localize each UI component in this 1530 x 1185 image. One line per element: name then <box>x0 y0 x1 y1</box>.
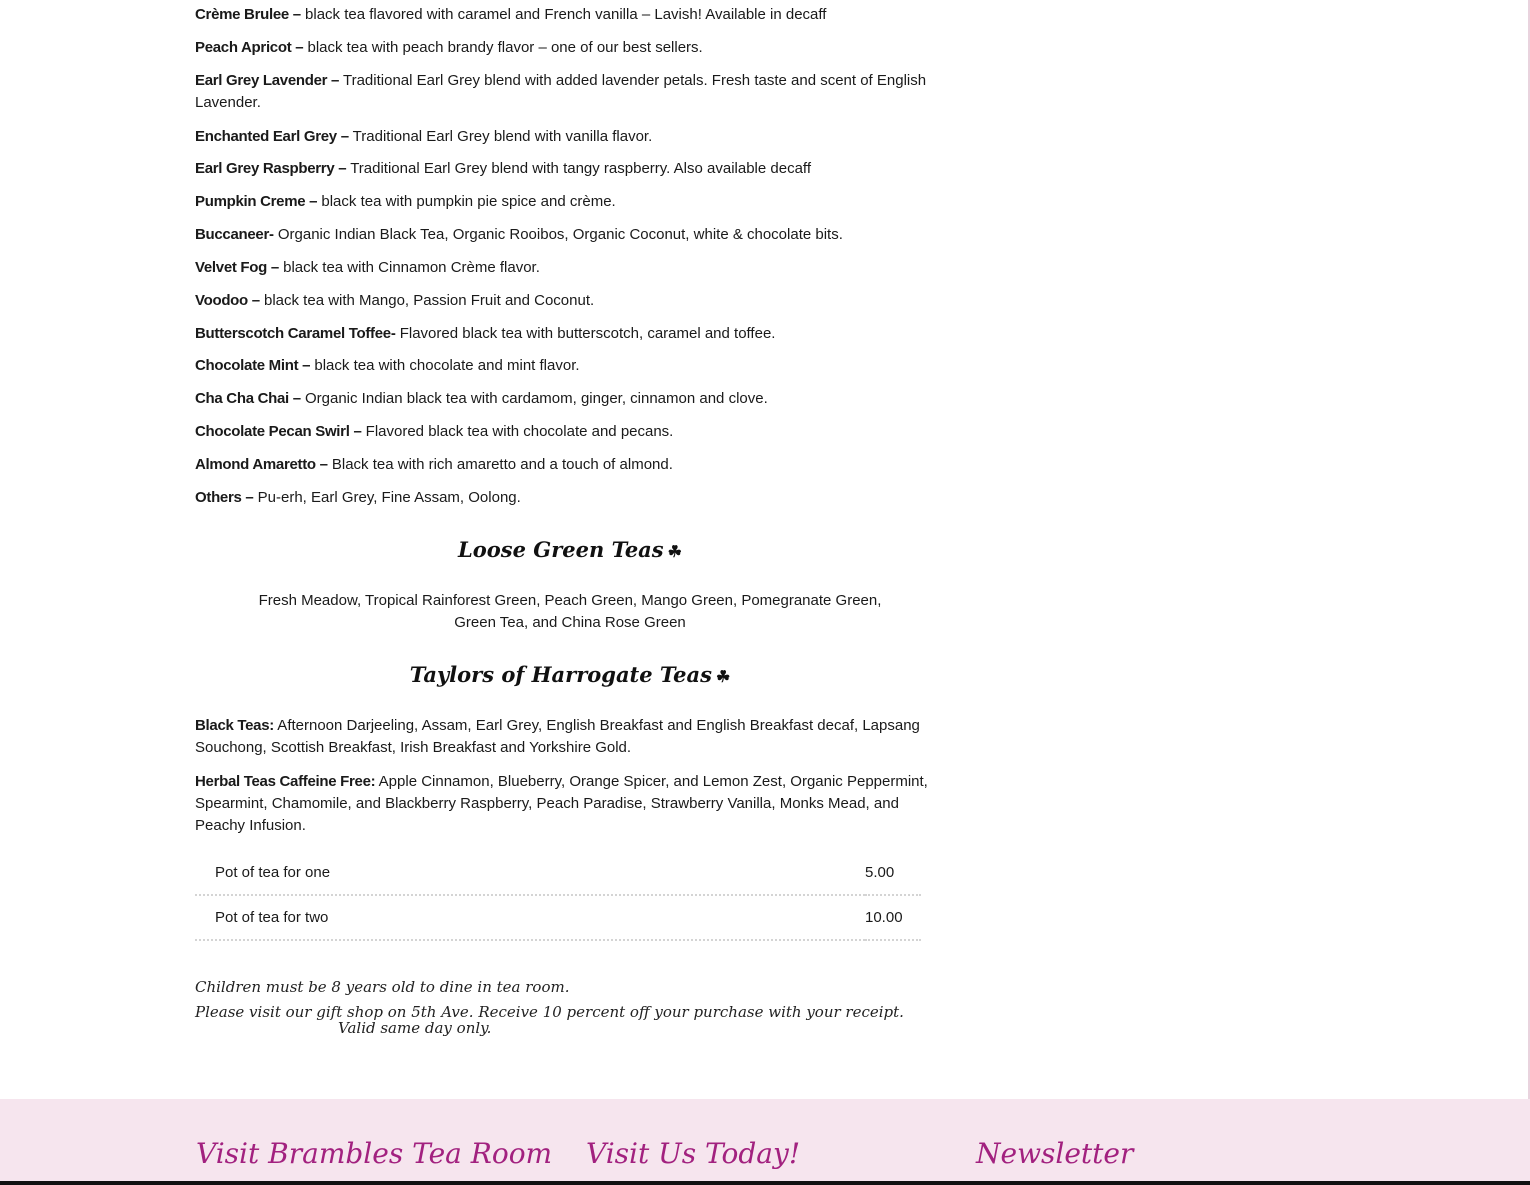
tea-name: Chocolate Mint – <box>195 357 311 374</box>
green-teas-heading <box>195 537 945 562</box>
price-value: 5.00 <box>865 863 895 881</box>
tea-description: Organic Indian black tea with cardamom, ginger, cinnamon and clove. <box>300 390 768 407</box>
tea-description: black tea with Cinnamon Crème flavor. <box>278 259 540 276</box>
tea-description: Traditional Earl Grey blend with tangy raspberry. Also available decaff <box>346 160 811 177</box>
price-value: 10.00 <box>865 909 903 926</box>
footer <box>0 1099 1530 1181</box>
tea-item <box>195 191 935 213</box>
tea-description: black tea flavored with caramel and French vanilla – Lavish! Available in decaff <box>300 6 827 23</box>
price-label: Pot of tea for one <box>215 863 331 881</box>
tea-name: Voodoo – <box>195 292 260 309</box>
gift-shop-note <box>195 1004 904 1036</box>
taylors-herbal-label: Herbal Teas Caffeine Free: <box>195 773 376 790</box>
leaf-icon: ☘ <box>715 667 731 686</box>
price-table <box>195 850 921 941</box>
tea-description: black tea with Mango, Passion Fruit and Coconut. <box>259 292 595 309</box>
tea-item <box>195 4 935 26</box>
tea-description: black tea with peach brandy flavor – one of our best sellers. <box>303 39 703 56</box>
tea-item <box>195 487 935 509</box>
tea-description: black tea with chocolate and mint flavor. <box>310 357 580 374</box>
footer-divider <box>0 1181 1530 1185</box>
tea-item <box>195 224 935 246</box>
green-teas-list <box>195 590 945 634</box>
green-teas-line: Fresh Meadow, Tropical Rainforest Green, Peach Green, Mango Green, Pomegranate Green, <box>258 592 882 609</box>
taylors-black-label: Black Teas: <box>195 717 274 734</box>
taylors-herbal-description: Apple Cinnamon, Blueberry, Orange Spicer, and Lemon Zest, Organic Peppermint, Spearmint, Chamomile, and Blackberry Raspberry, Peach Paradise, Strawberry Vanilla, Monks Mead, and Peachy Infusion. <box>195 773 928 834</box>
tea-item <box>195 257 935 279</box>
tea-item <box>195 158 935 180</box>
price-row <box>195 895 921 940</box>
tea-name: Cha Cha Chai – <box>195 390 301 407</box>
tea-name: Butterscotch Caramel Toffee- <box>195 325 396 342</box>
tea-item <box>195 454 935 476</box>
footer-heading-newsletter: Newsletter <box>976 1137 1134 1170</box>
green-teas-title: Loose Green Teas <box>458 537 664 562</box>
taylors-title: Taylors of Harrogate Teas <box>409 662 712 687</box>
tea-description: Organic Indian Black Tea, Organic Rooibos, Organic Coconut, white & chocolate bits. <box>273 226 843 243</box>
price-label: Pot of tea for two <box>215 909 329 926</box>
tea-name: Almond Amaretto – <box>195 456 328 473</box>
taylors-black-teas <box>195 715 935 759</box>
tea-name: Earl Grey Raspberry – <box>195 160 347 177</box>
tea-item <box>195 355 935 377</box>
taylors-herbal-teas <box>195 771 935 837</box>
tea-item <box>195 388 935 410</box>
leaf-icon: ☘ <box>667 542 682 561</box>
green-teas-line: Green Tea, and China Rose Green <box>454 614 686 631</box>
tea-name: Peach Apricot – <box>195 39 304 56</box>
tea-name: Enchanted Earl Grey – <box>195 128 349 145</box>
footer-heading-visit-tea-room: Visit Brambles Tea Room <box>196 1137 553 1170</box>
tea-description: Flavored black tea with chocolate and pecans. <box>361 423 674 440</box>
tea-name: Others – <box>195 489 254 506</box>
children-note: Children must be 8 years old to dine in tea room. <box>195 978 570 996</box>
tea-description: Traditional Earl Grey blend with added lavender petals. Fresh taste and scent of English Lavender. <box>195 72 927 111</box>
tea-item <box>195 421 935 443</box>
price-row <box>195 850 921 895</box>
tea-description: black tea with pumpkin pie spice and crème. <box>317 193 616 210</box>
taylors-heading <box>195 662 945 687</box>
tea-description: Traditional Earl Grey blend with vanilla flavor. <box>348 128 653 145</box>
gift-shop-valid-line: Valid same day only. <box>338 1019 492 1037</box>
tea-name: Crème Brulee – <box>195 6 301 23</box>
footer-heading-visit-us: Visit Us Today! <box>586 1137 801 1170</box>
gift-shop-line: Please visit our gift shop on 5th Ave. Receive 10 percent off your purchase with your receipt. <box>195 1003 904 1021</box>
tea-name: Buccaneer- <box>195 226 274 243</box>
tea-name: Earl Grey Lavender – <box>195 72 340 89</box>
tea-item <box>195 37 935 59</box>
tea-item <box>195 126 935 148</box>
tea-name: Chocolate Pecan Swirl – <box>195 423 362 440</box>
tea-name: Velvet Fog – <box>195 259 279 276</box>
tea-description: Black tea with rich amaretto and a touch of almond. <box>327 456 673 473</box>
tea-item <box>195 323 935 345</box>
tea-description: Pu-erh, Earl Grey, Fine Assam, Oolong. <box>253 489 521 506</box>
tea-name: Pumpkin Creme – <box>195 193 318 210</box>
tea-item <box>195 290 935 312</box>
tea-item <box>195 70 935 114</box>
tea-description: Flavored black tea with butterscotch, caramel and toffee. <box>395 325 776 342</box>
taylors-black-description: Afternoon Darjeeling, Assam, Earl Grey, English Breakfast and English Breakfast decaf, Lapsang Souchong, Scottish Breakfast, Irish Breakfast and Yorkshire Gold. <box>195 717 920 756</box>
